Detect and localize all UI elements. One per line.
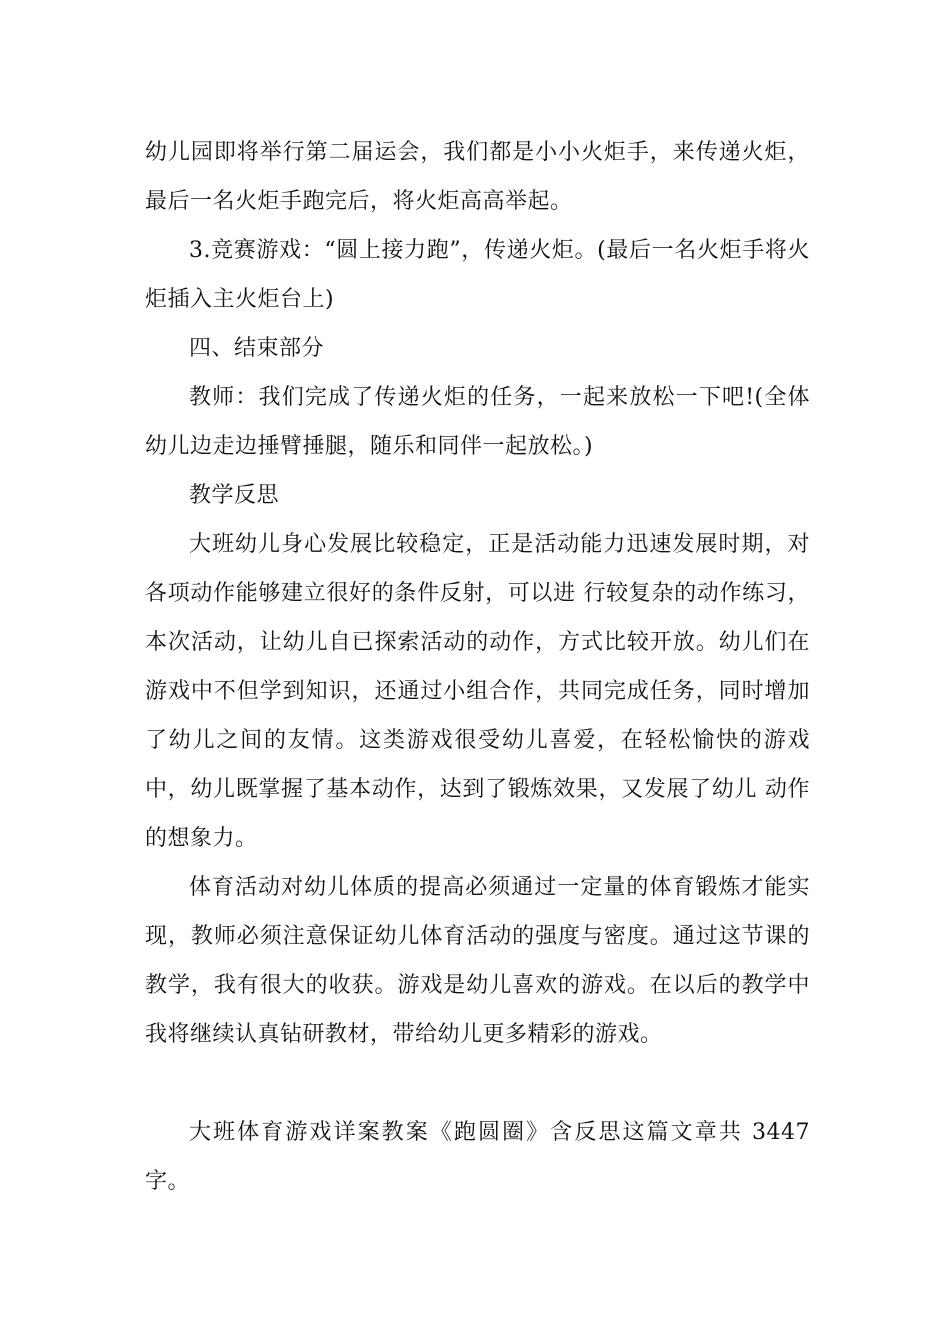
paragraph-torch-intro: 幼儿园即将举行第二届运会，我们都是小小火炬手，来传递火炬，最后一名火炬手跑完后，将火炬高高举起。 (145, 140, 810, 214)
paragraph-reflection-1: 大班幼儿身心发展比较稳定，正是活动能力迅速发展时期，对各项动作能够建立很好的条件反射，可以进 行较复杂的动作练习，本次活动，让幼儿自已探索活动的动作，方式比较开放。幼儿们在游戏中不但学到知识，还通过小组合作，共同完成任务，同时增加了幼儿之间的友情。这类游戏很受幼儿喜爱，在轻松愉快的游戏中，幼儿既掌握了基本动作，达到了锻炼效果，又发展了幼儿 动作的想象力。 (145, 532, 810, 851)
document-body (145, 128, 810, 1206)
paragraph-reflection-2: 体育活动对幼儿体质的提高必须通过一定量的体育锻炼才能实现，教师必须注意保证幼儿体育活动的强度与密度。通过这节课的教学，我有很大的收获。游戏是幼儿喜欢的游戏。在以后的教学中我将继续认真钻研教材，带给幼儿更多精彩的游戏。 (145, 875, 810, 1047)
section-heading-reflection: 教学反思 (189, 483, 280, 508)
paragraph-relay-game: 3.竞赛游戏：“圆上接力跑”，传递火炬。(最后一名火炬手将火炬插入主火炬台上) (145, 238, 810, 312)
section-heading-ending: 四、结束部分 (189, 336, 325, 361)
paragraph-teacher-relax: 教师：我们完成了传递火炬的任务，一起来放松一下吧!(全体幼儿边走边捶臂捶腿，随乐和同伴一起放松。) (145, 385, 810, 459)
footer-word-count-note: 大班体育游戏详案教案《跑圆圈》含反思这篇文章共 3447 字。 (145, 1120, 810, 1194)
spacer (145, 1059, 810, 1108)
